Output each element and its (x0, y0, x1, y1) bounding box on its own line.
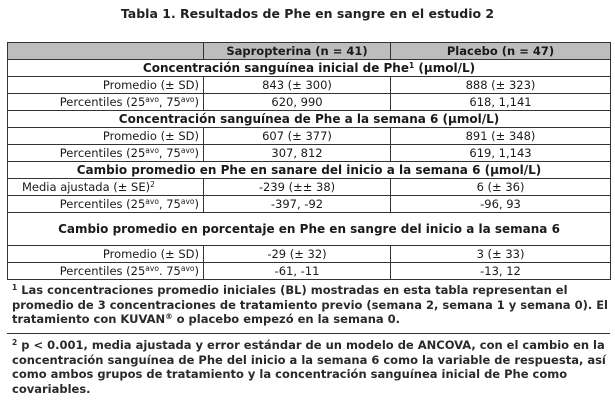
table-header-row (8, 43, 611, 60)
row-label: Promedio (± SD) (8, 246, 204, 263)
table-row (8, 196, 611, 213)
section-title: Cambio promedio en Phe en sanare del inicio a la semana 6 (µmol/L) (8, 162, 611, 179)
cell-placebo: 619, 1,143 (391, 145, 611, 162)
table-row (8, 263, 611, 280)
row-label: Percentiles ($25^{avo}$, $75^{avo}$) (8, 94, 204, 111)
section-row (8, 213, 611, 246)
cell-placebo: 891 (± 348) (391, 128, 611, 145)
cell-placebo: 888 (± 323) (391, 77, 611, 94)
footnote-1: $^1$ Las concentraciones promedio iniciales (BL) mostradas en esta tabla representan el promedio de 3 concentraciones de tratamiento previo (semana 2, semana 1 y semana 0). El tratamiento con KUVAN® o placebo empezó en la semana 0. (12, 283, 608, 326)
cell-placebo: 3 (± 33) (391, 246, 611, 263)
cell-sapropterina: -29 (± 32) (204, 246, 391, 263)
section-row (8, 162, 611, 179)
row-label: Promedio (± SD) (8, 128, 204, 145)
section-title: Concentración sanguínea inicial de Phe$^1$ (µmol/L) (8, 60, 611, 77)
header-placebo: Placebo (n = 47) (391, 43, 611, 60)
results-table (7, 42, 611, 280)
footnote-divider (7, 333, 610, 334)
table-row (8, 246, 611, 263)
row-label: Media ajustada (± SE)$^2$ (8, 179, 204, 196)
header-blank-cell (8, 43, 204, 60)
cell-sapropterina: 307, 812 (204, 145, 391, 162)
cell-placebo: -13, 12 (391, 263, 611, 280)
row-label: Percentiles ($25^{avo}$, $75^{avo}$) (8, 196, 204, 213)
section-title: Cambio promedio en porcentaje en Phe en sangre del inicio a la semana 6 (8, 213, 611, 246)
cell-sapropterina: -397, -92 (204, 196, 391, 213)
section-row (8, 111, 611, 128)
table-row (8, 145, 611, 162)
section-row (8, 60, 611, 77)
cell-sapropterina: -239 (±± 38) (204, 179, 391, 196)
cell-placebo: 6 (± 36) (391, 179, 611, 196)
cell-placebo: 618, 1,141 (391, 94, 611, 111)
cell-placebo: -96, 93 (391, 196, 611, 213)
table-row (8, 179, 611, 196)
table-row (8, 77, 611, 94)
cell-sapropterina: 607 (± 377) (204, 128, 391, 145)
header-sapropterina: Sapropterina (n = 41) (204, 43, 391, 60)
row-label: Promedio (± SD) (8, 77, 204, 94)
section-title: Concentración sanguínea de Phe a la semana 6 (µmol/L) (8, 111, 611, 128)
cell-sapropterina: -61, -11 (204, 263, 391, 280)
cell-sapropterina: 843 (± 300) (204, 77, 391, 94)
footnote-2: $^2$ p < 0.001, media ajustada y error estándar de un modelo de ANCOVA, con el cambio en la concentración sanguínea de Phe del inicio a la semana 6 como la variable de respuesta, así como ambos grupos de tratamiento y la concentración sanguínea inicial de Phe como covariables. (12, 338, 606, 396)
table-row (8, 94, 611, 111)
cell-sapropterina: 620, 990 (204, 94, 391, 111)
row-label: Percentiles ($25^{avo}$. $75^{avo}$) (8, 263, 204, 280)
table-row (8, 128, 611, 145)
table-title: Tabla 1. Resultados de Phe en sangre en el estudio 2 (120, 6, 495, 21)
row-label: Percentiles ($25^{avo}$, $75^{avo}$) (8, 145, 204, 162)
